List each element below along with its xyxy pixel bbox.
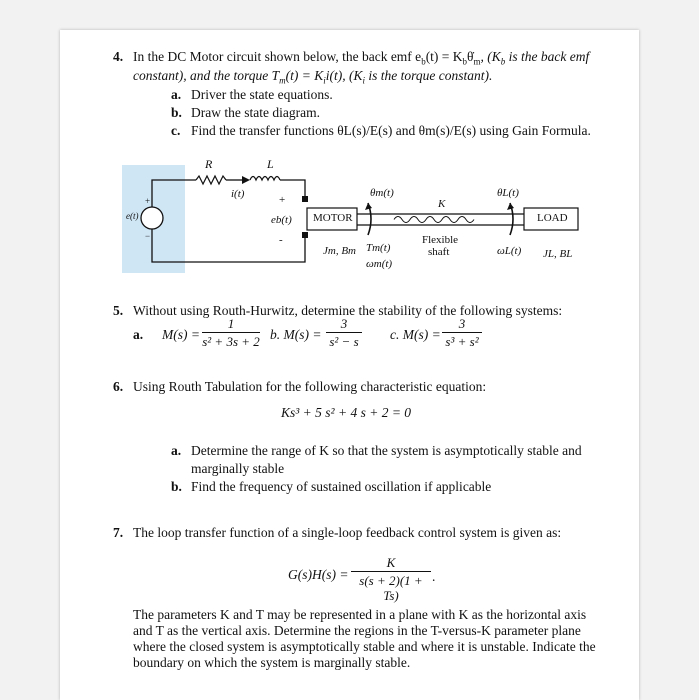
theta-m-label: θm(t) (370, 187, 394, 199)
q7-para-line: The parameters K and T may be represented in a plane with K as the horizontal axis (133, 607, 587, 622)
q4-stem-text: constant), and the torque T (133, 68, 280, 83)
current-arrow (242, 176, 250, 184)
q5-a-denominator: s² + 3s + 2 (202, 334, 260, 349)
q4-stem-text: (t) = K (425, 49, 463, 64)
inductor-symbol (250, 177, 280, 181)
q4-item-letter: c. (171, 123, 181, 138)
q5-number: 5. (113, 303, 124, 318)
q6-stem: Using Routh Tabulation for the following characteristic equation: (133, 379, 487, 394)
q5-c-fraction (442, 316, 482, 349)
flexible-shaft-spring (394, 217, 474, 223)
source-plus: + (145, 196, 151, 206)
theta-l-arrowhead (507, 203, 514, 210)
voltage-source-circle (141, 207, 163, 229)
q4-stem-text: is the torque constant). (365, 68, 493, 83)
fraction-bar (202, 332, 260, 333)
fraction-bar (351, 571, 431, 572)
q7-number: 7. (113, 525, 124, 540)
theta-l-label: θL(t) (497, 187, 519, 199)
q7-numerator: K (386, 555, 396, 570)
q6-a-letter: a. (171, 443, 182, 458)
load-inertia-label: JL, BL (543, 248, 573, 260)
q4-sub: b (462, 56, 468, 67)
q4-stem-text: is the back emf (505, 49, 590, 64)
fraction-bar (442, 332, 482, 333)
motor-label: MOTOR (313, 212, 353, 224)
stiffness-label: K (438, 198, 446, 210)
q6-equation: Ks³ + 5 s² + 4 s + 2 = 0 (281, 405, 412, 420)
q5-a-lhs: M(s) = (162, 327, 200, 342)
q5-a-numerator: 1 (227, 316, 235, 331)
shaft-label: shaft (428, 246, 450, 258)
current-label: i(t) (231, 188, 245, 200)
q5-a-fraction (202, 316, 260, 349)
q7-para-line: where the closed system is asymptotically stable and where it is unstable. Indicate the (133, 639, 596, 654)
back-emf-label: eb(t) (271, 214, 292, 226)
motor-inertia-label: Jm, Bm (323, 245, 356, 257)
q5-b-numerator: 3 (340, 316, 348, 331)
q5-a-label: a. (133, 327, 144, 342)
inductor-label: L (267, 157, 274, 171)
q6-a-line2: marginally stable (191, 461, 285, 476)
source-minus: − (145, 231, 151, 241)
q5-b-denominator: s² − s (329, 334, 359, 349)
motor-torque-label: Tm(t) (366, 242, 391, 254)
q4-stem-text: In the DC Motor circuit shown below, the back emf e (133, 49, 422, 64)
q7-lhs: G(s)H(s) = (288, 567, 349, 582)
fraction-bar (326, 332, 362, 333)
q4-sub: i (323, 75, 326, 86)
q5-b-fraction (326, 316, 362, 349)
q4-item-text: Find the transfer functions θL(s)/E(s) and θm(s)/E(s) using Gain Formula. (191, 123, 591, 138)
resistor-symbol (196, 176, 226, 184)
q4-theta-dot: θ̇ (467, 49, 474, 64)
q7-fraction (351, 555, 431, 603)
q4-stem-text: i(t), (K (325, 68, 363, 83)
q6-number: 6. (113, 379, 124, 394)
q4-item-text: Driver the state equations. (191, 87, 333, 102)
q5-stem: Without using Routh-Hurwitz, determine the stability of the following systems: (133, 303, 563, 318)
q5-b-lhs: b. M(s) = (270, 327, 322, 342)
flexible-label: Flexible (422, 234, 459, 246)
q7-period: . (432, 569, 436, 584)
q7-stem: The loop transfer function of a single-loop feedback control system is given as: (133, 525, 562, 540)
q5-c-lhs: c. M(s) = (390, 327, 441, 342)
resistor-label: R (205, 157, 213, 171)
q4-sub: b (500, 56, 506, 67)
q4-number: 4. (113, 49, 124, 64)
q6-b-text: Find the frequency of sustained oscillation if applicable (191, 479, 492, 494)
q4-item-letter: a. (171, 87, 182, 102)
motor-terminal-bottom (302, 232, 308, 238)
q5-c-denominator: s³ + s² (445, 334, 479, 349)
load-speed-label: ωL(t) (497, 245, 522, 257)
q6-a-line1: Determine the range of K so that the system is asymptotically stable and (191, 443, 582, 458)
load-label: LOAD (537, 212, 568, 224)
eb-minus: - (279, 234, 283, 246)
q4-sub: m (279, 75, 286, 86)
q4-sub: m (473, 56, 481, 67)
q4-sub: b (421, 56, 426, 67)
q5-c-numerator: 3 (458, 316, 466, 331)
q7-para-line: and T as the vertical axis. Determine the regions in the T-versus-K parameter plane (133, 623, 581, 638)
motor-terminal-top (302, 196, 308, 202)
source-label: e(t) (126, 211, 139, 221)
q4-item-text: Draw the state diagram. (191, 105, 320, 120)
q4-item-letter: b. (171, 105, 182, 120)
q4-stem-text: (t) = K (285, 68, 324, 83)
motor-speed-label: ωm(t) (366, 258, 393, 270)
eb-plus: + (279, 194, 286, 206)
q4-sub: i (362, 75, 366, 86)
q6-b-letter: b. (171, 479, 182, 494)
theta-m-arrowhead (365, 203, 372, 210)
q7-para-line: boundary on which the system is marginally stable. (133, 655, 411, 670)
q7-denominator: s(s + 2)(1 + Ts) (359, 573, 423, 603)
q4-stem-text: , (K (480, 49, 501, 64)
